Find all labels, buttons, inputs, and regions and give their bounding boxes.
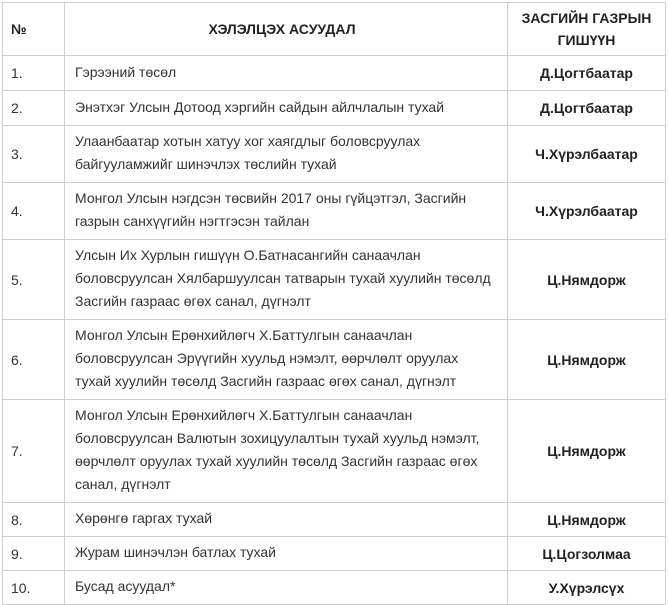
table-row	[3, 320, 666, 400]
row-topic: Улсын Их Хурлын гишүүн О.Батнасангийн санаачлан боловсруулсан Хялбаршуулсан татварын тухай хуулийн төсөлд Засгийн газраас өгөх санал, дүгнэлт	[65, 240, 508, 320]
header-number: №	[3, 3, 65, 56]
row-member: У.Хүрэлсүх	[508, 571, 666, 605]
row-member: Ц.Нямдорж	[508, 240, 666, 320]
row-member: Ц.Нямдорж	[508, 400, 666, 503]
table-row	[3, 537, 666, 571]
row-member: Д.Цогтбаатар	[508, 56, 666, 91]
table-row	[3, 503, 666, 537]
table-row	[3, 56, 666, 91]
row-number: 6.	[3, 320, 65, 400]
row-number: 2.	[3, 91, 65, 126]
row-topic: Улаанбаатар хотын хатуу хог хаягдлыг боловсруулах байгууламжийг шинэчлэх төслийн тухай	[65, 126, 508, 183]
row-member: Ч.Хүрэлбаатар	[508, 183, 666, 240]
row-member: Ц.Цогзолмаа	[508, 537, 666, 571]
row-topic: Журам шинэчлэн батлах тухай	[65, 537, 508, 571]
table-row	[3, 240, 666, 320]
row-member: Ч.Хүрэлбаатар	[508, 126, 666, 183]
row-number: 4.	[3, 183, 65, 240]
header-member: ЗАСГИЙН ГАЗРЫН ГИШҮҮН	[508, 3, 666, 56]
row-topic: Монгол Улсын нэгдсэн төсвийн 2017 оны гүйцэтгэл, Засгийн газрын санхүүгийн нэгтгэсэн тайлан	[65, 183, 508, 240]
agenda-table	[2, 2, 666, 605]
header-row	[3, 3, 666, 56]
table-row	[3, 400, 666, 503]
table-row	[3, 183, 666, 240]
row-number: 8.	[3, 503, 65, 537]
row-topic: Энэтхэг Улсын Дотоод хэргийн сайдын айлчлалын тухай	[65, 91, 508, 126]
row-member: Д.Цогтбаатар	[508, 91, 666, 126]
table-row	[3, 126, 666, 183]
row-topic: Гэрээний төсөл	[65, 56, 508, 91]
row-member: Ц.Нямдорж	[508, 503, 666, 537]
row-topic: Монгол Улсын Ерөнхийлөгч Х.Баттулгын санаачлан боловсруулсан Валютын зохицуулалтын тухай хуульд нэмэлт, өөрчлөлт оруулах тухай хуулийн төсөлд Засгийн газраас өгөх санал, дүгнэлт	[65, 400, 508, 503]
row-number: 10.	[3, 571, 65, 605]
header-topic: ХЭЛЭЛЦЭХ АСУУДАЛ	[65, 3, 508, 56]
row-topic: Монгол Улсын Ерөнхийлөгч Х.Баттулгын санаачлан боловсруулсан Эрүүгийн хуульд нэмэлт, өөрчлөлт оруулах тухай хуулийн төсөлд Засгийн газраас өгөх санал, дүгнэлт	[65, 320, 508, 400]
row-number: 3.	[3, 126, 65, 183]
row-number: 7.	[3, 400, 65, 503]
row-number: 9.	[3, 537, 65, 571]
row-topic: Хөрөнгө гаргах тухай	[65, 503, 508, 537]
row-topic: Бусад асуудал*	[65, 571, 508, 605]
row-member: Ц.Нямдорж	[508, 320, 666, 400]
table-row	[3, 91, 666, 126]
row-number: 1.	[3, 56, 65, 91]
table-row	[3, 571, 666, 605]
row-number: 5.	[3, 240, 65, 320]
